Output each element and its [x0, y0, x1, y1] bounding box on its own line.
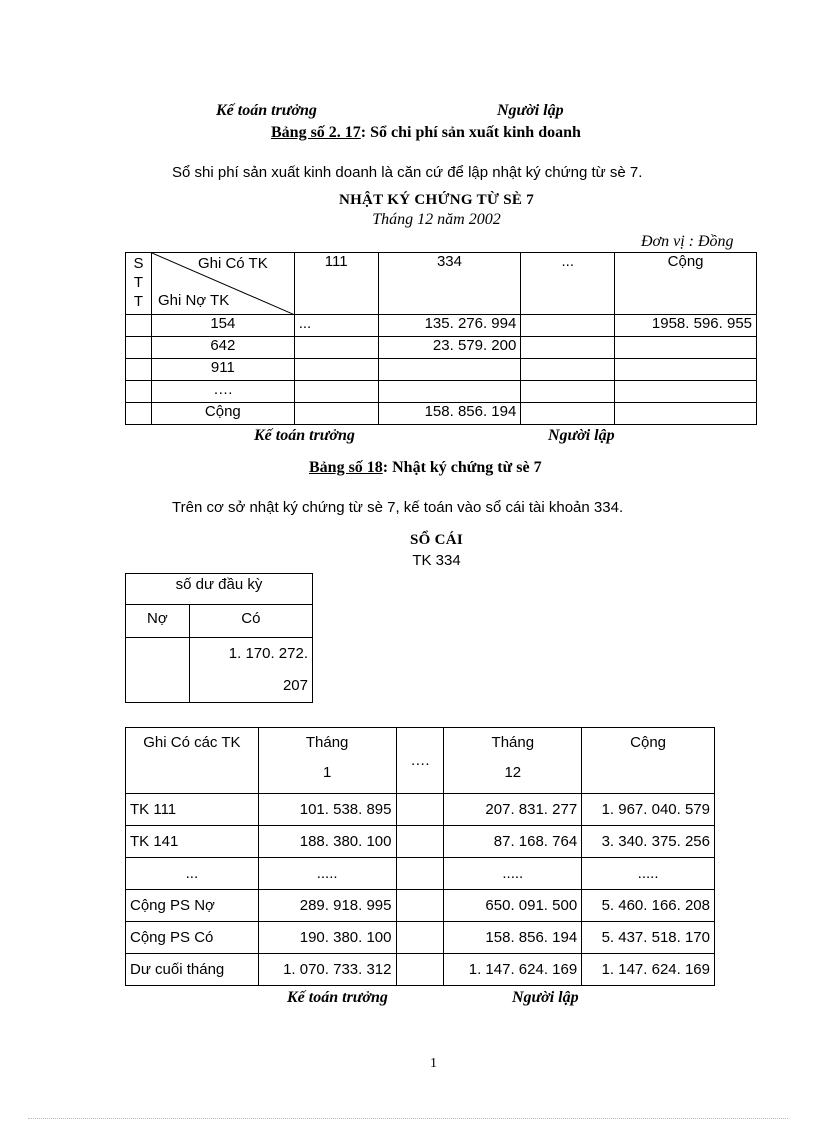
- ledger-row-acct: Cộng PS Có: [126, 922, 259, 954]
- ledger-row-month1: 289. 918. 995: [258, 890, 396, 922]
- page-number: 1: [430, 1056, 437, 1071]
- ledger-header-total: Cộng: [582, 728, 715, 794]
- journal-unit: Đơn vị : Đồng: [641, 233, 734, 250]
- row-cell-dots: [521, 337, 615, 359]
- table-row: [126, 337, 757, 359]
- row-account: 911: [151, 359, 294, 381]
- bottom-signature-preparer: Người lập: [512, 989, 579, 1006]
- row-cell-dots: [521, 403, 615, 425]
- ledger-row-acct: TK 111: [126, 794, 259, 826]
- table-row: [126, 890, 715, 922]
- ledger-row-total: .....: [582, 858, 715, 890]
- caption-table-2-17: Bảng số 2. 17: Sổ chi phí sản xuất kinh doanh: [271, 124, 581, 141]
- opening-credit-value: 1. 170. 272. 207: [189, 638, 312, 703]
- row-cell-dots: [521, 381, 615, 403]
- top-signature-chief-accountant: Kế toán trưởng: [216, 102, 317, 119]
- row-cell-334: 135. 276. 994: [378, 315, 521, 337]
- ledger-row-month1: .....: [258, 858, 396, 890]
- ledger-row-month1: 101. 538. 895: [258, 794, 396, 826]
- table-row: [126, 858, 715, 890]
- stt-header: S T T: [126, 253, 152, 315]
- row-cell-334: [378, 359, 521, 381]
- ledger-row-total: 3. 340. 375. 256: [582, 826, 715, 858]
- ledger-table: [125, 727, 715, 986]
- top-signature-preparer: Người lập: [497, 102, 564, 119]
- row-cell-dots: [521, 315, 615, 337]
- ledger-row-acct: ...: [126, 858, 259, 890]
- diag-debit-label: Ghi Nợ TK: [157, 292, 230, 309]
- col-header-334: 334: [378, 253, 521, 315]
- ledger-header-acct: Ghi Có các TK: [126, 728, 259, 794]
- ledger-row-total: 1. 967. 040. 579: [582, 794, 715, 826]
- diagonal-header: [151, 253, 294, 315]
- row-cell-111: [294, 337, 378, 359]
- ledger-row-total: 1. 147. 624. 169: [582, 954, 715, 986]
- mid-signature-preparer: Người lập: [548, 427, 615, 444]
- row-cell-111: [294, 359, 378, 381]
- table-row: [126, 381, 757, 403]
- ledger-row-acct: Cộng PS Nợ: [126, 890, 259, 922]
- journal-subtitle: Tháng 12 năm 2002: [372, 211, 501, 228]
- ledger-row-month1: 1. 070. 733. 312: [258, 954, 396, 986]
- ledger-row-total: 5. 460. 166. 208: [582, 890, 715, 922]
- paragraph-ledger: Trên cơ sở nhật ký chứng từ sè 7, kế toán vào sổ cái tài khoản 334.: [172, 499, 624, 516]
- ledger-row-total: 5. 437. 518. 170: [582, 922, 715, 954]
- paragraph-intro: Sổ shi phí sản xuất kinh doanh là căn cứ để lập nhật ký chứng từ sè 7.: [172, 164, 643, 181]
- ledger-row-acct: TK 141: [126, 826, 259, 858]
- row-cell-dots: [521, 359, 615, 381]
- ledger-row-month12: 1. 147. 624. 169: [444, 954, 582, 986]
- row-cell-total: [615, 381, 757, 403]
- opening-balance-table: [125, 573, 313, 703]
- table-row: [126, 315, 757, 337]
- row-cell-334: [378, 381, 521, 403]
- ledger-row-dots: [396, 858, 444, 890]
- ledger-subtitle: TK 334: [412, 552, 461, 569]
- row-cell-total: [615, 337, 757, 359]
- opening-debit-header: Nợ: [126, 605, 190, 638]
- row-account: 642: [151, 337, 294, 359]
- row-cell-111: [294, 381, 378, 403]
- row-cell-total: [615, 359, 757, 381]
- ledger-title: SỔ CÁI: [409, 532, 464, 548]
- table-row: [126, 403, 757, 425]
- ledger-row-month1: 188. 380. 100: [258, 826, 396, 858]
- ledger-header-row: [126, 728, 715, 794]
- ledger-row-dots: [396, 826, 444, 858]
- col-header-dots: ...: [521, 253, 615, 315]
- ledger-header-month1: Tháng 1: [258, 728, 396, 794]
- ledger-row-month12: .....: [444, 858, 582, 890]
- opening-credit-header: Có: [189, 605, 312, 638]
- page-bottom-border: [28, 1118, 788, 1119]
- journal-table: [125, 252, 757, 425]
- row-account: ….: [151, 381, 294, 403]
- row-cell-111: [294, 403, 378, 425]
- ledger-row-dots: [396, 794, 444, 826]
- ledger-row-dots: [396, 890, 444, 922]
- journal-header-row: [126, 253, 757, 315]
- col-header-total: Cộng: [615, 253, 757, 315]
- opening-debit-value: [126, 638, 190, 703]
- ledger-header-dots: ….: [396, 728, 444, 794]
- ledger-header-month12: Tháng 12: [444, 728, 582, 794]
- ledger-row-month12: 158. 856. 194: [444, 922, 582, 954]
- ledger-row-acct: Dư cuối tháng: [126, 954, 259, 986]
- row-account: 154: [151, 315, 294, 337]
- ledger-row-month1: 190. 380. 100: [258, 922, 396, 954]
- ledger-row-month12: 650. 091. 500: [444, 890, 582, 922]
- table-row: [126, 954, 715, 986]
- row-cell-334: 158. 856. 194: [378, 403, 521, 425]
- diag-credit-label: Ghi Có TK: [197, 255, 268, 272]
- journal-title: NHẬT KÝ CHỨNG TỪ SÈ 7: [338, 192, 535, 208]
- table-row: [126, 922, 715, 954]
- ledger-row-dots: [396, 954, 444, 986]
- mid-signature-chief-accountant: Kế toán trưởng: [254, 427, 355, 444]
- ledger-row-month12: 207. 831. 277: [444, 794, 582, 826]
- table-row: [126, 359, 757, 381]
- bottom-signature-chief-accountant: Kế toán trưởng: [287, 989, 388, 1006]
- row-cell-111: ...: [294, 315, 378, 337]
- table-row: [126, 794, 715, 826]
- caption-table-18: Bảng số 18: Nhật ký chứng từ sè 7: [309, 459, 542, 476]
- table-row: [126, 826, 715, 858]
- row-cell-334: 23. 579. 200: [378, 337, 521, 359]
- ledger-row-dots: [396, 922, 444, 954]
- ledger-row-month12: 87. 168. 764: [444, 826, 582, 858]
- col-header-111: 111: [294, 253, 378, 315]
- row-account: Cộng: [151, 403, 294, 425]
- opening-balance-header: số dư đầu kỳ: [126, 574, 313, 605]
- row-cell-total: 1958. 596. 955: [615, 315, 757, 337]
- row-cell-total: [615, 403, 757, 425]
